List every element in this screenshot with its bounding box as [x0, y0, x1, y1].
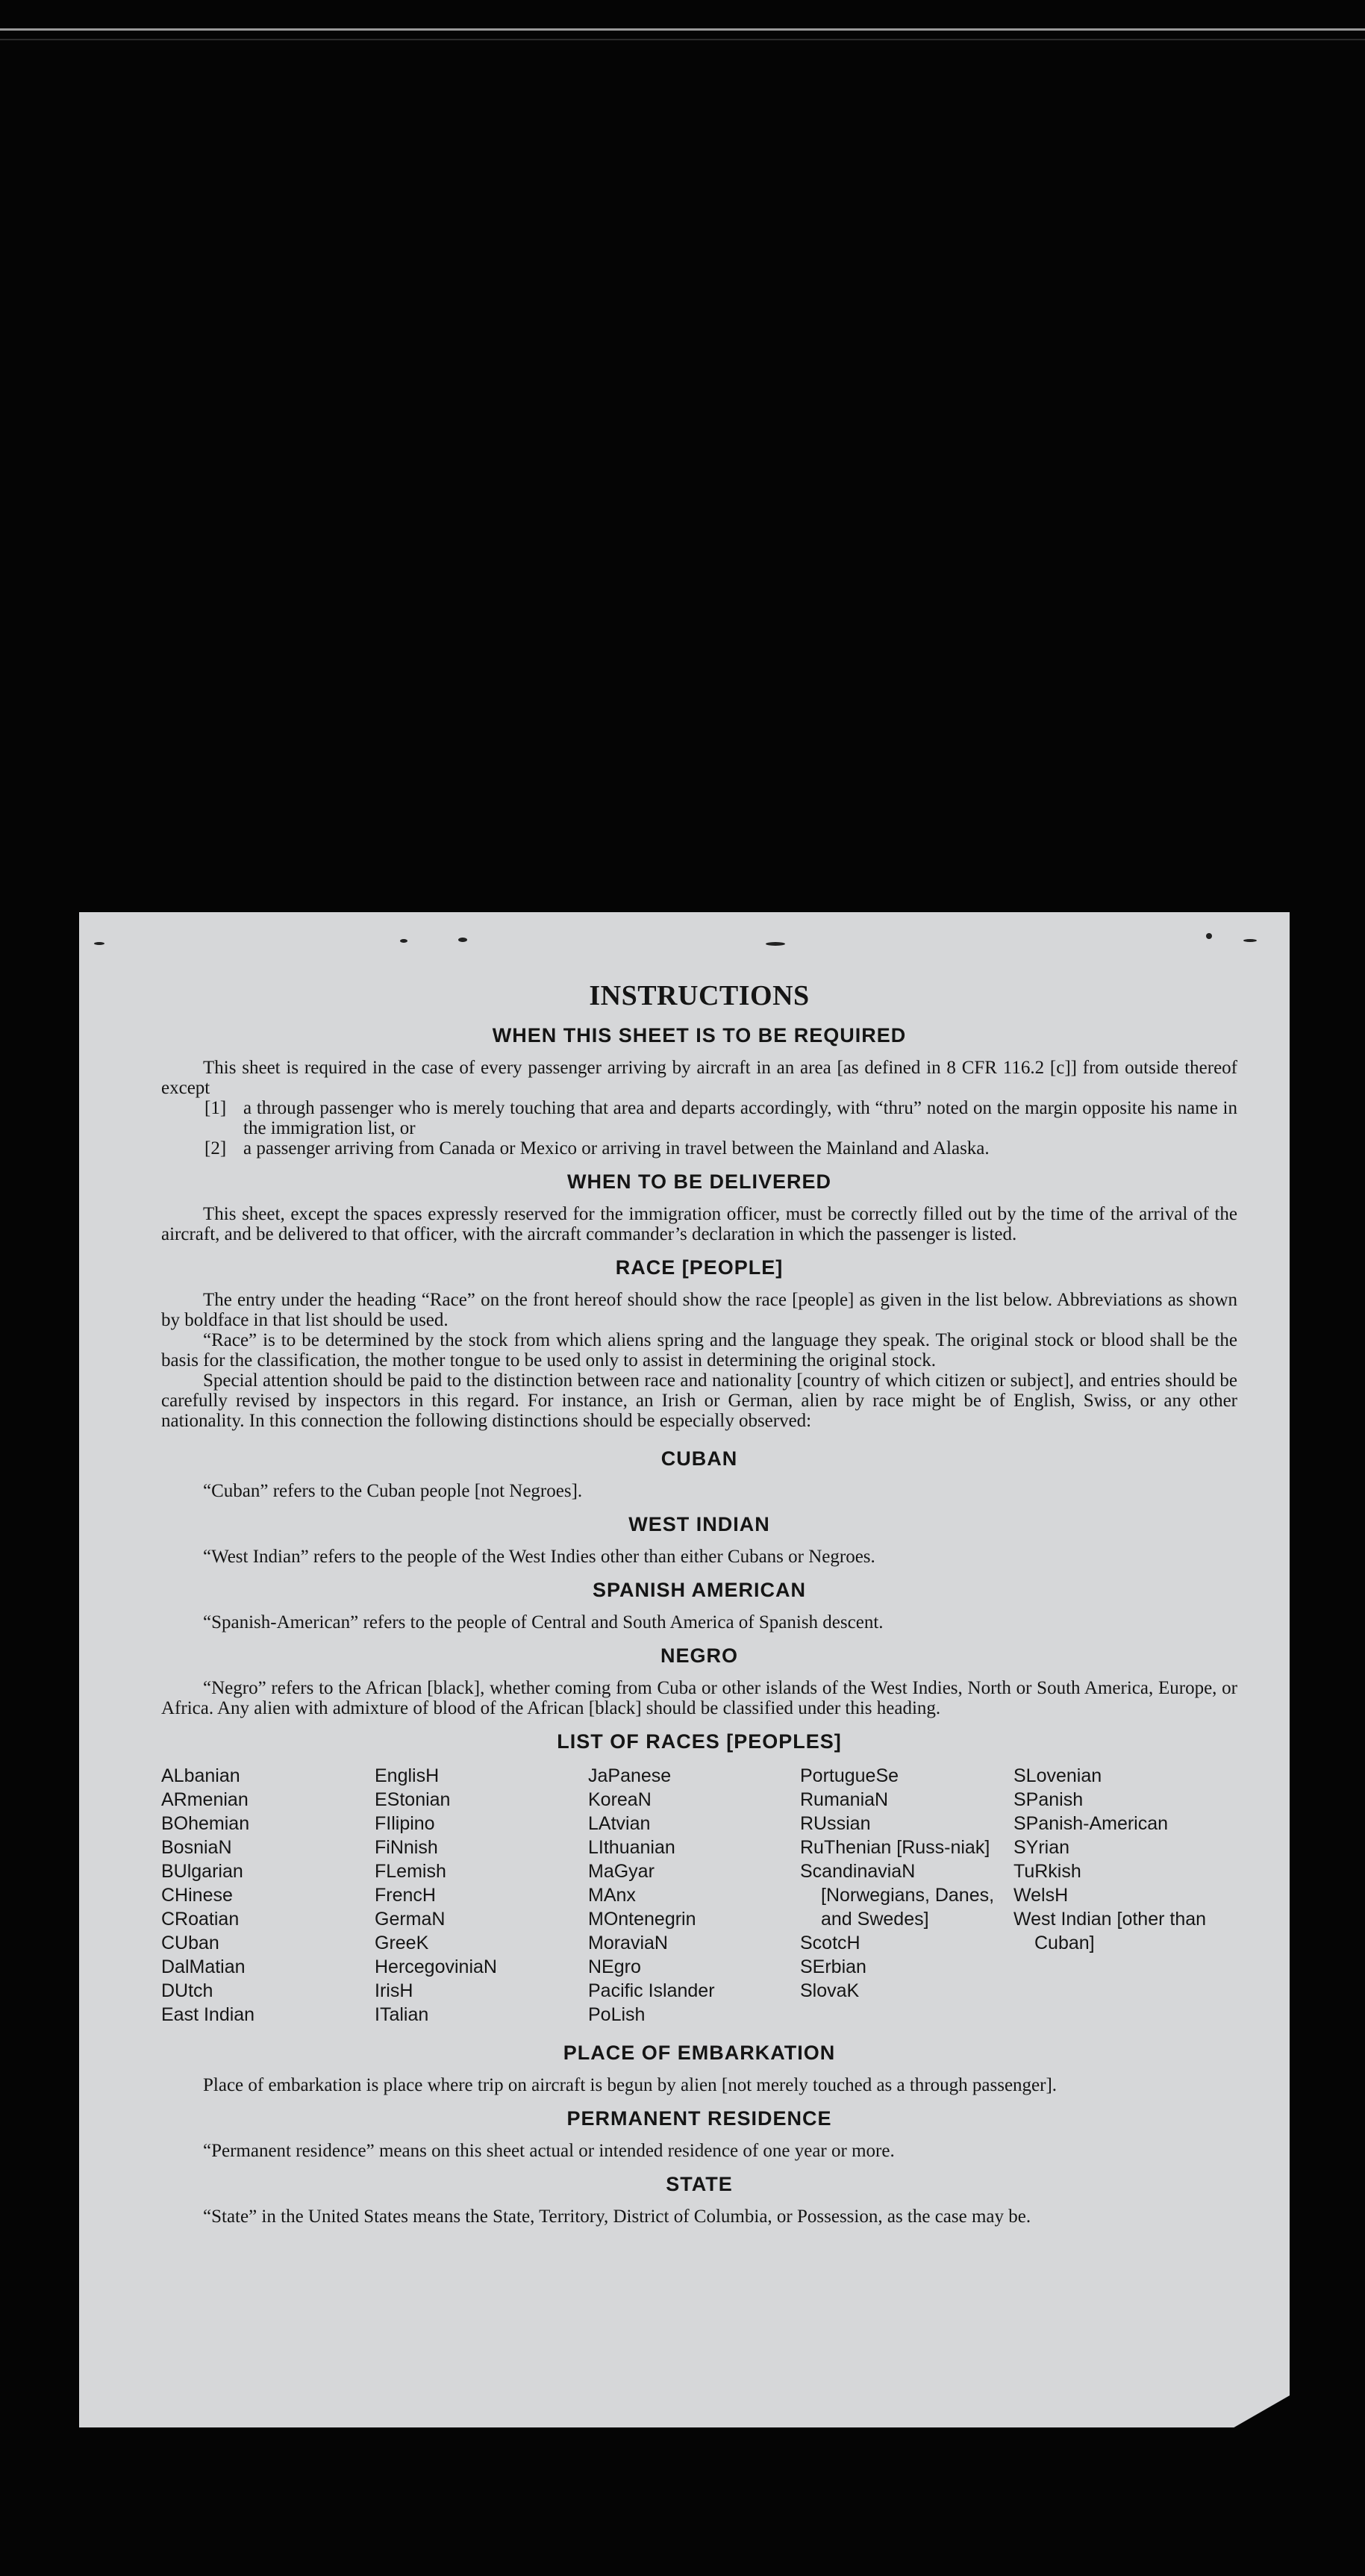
race-item: CRoatian: [161, 1909, 240, 1930]
heading-place-of-embarkation: PLACE OF EMBARKATION: [563, 2042, 836, 2064]
race-item: MoraviaN: [588, 1933, 668, 1953]
race-column: [1013, 1764, 1237, 2027]
race-item: FiNnish: [375, 1837, 438, 1858]
race-item: TuRkish: [1013, 1861, 1081, 1882]
top-scan-rule-shadow: [0, 39, 1365, 40]
race-item: FIlipino: [375, 1813, 435, 1834]
paragraph-spanish-american: “Spanish-American” refers to the people of Central and South America of Spanish descent.: [203, 1612, 884, 1632]
race-item: BOhemian: [161, 1813, 250, 1834]
race-item: PoLish: [588, 2004, 646, 2025]
race-column: [375, 1764, 588, 2027]
scan-speck: [458, 938, 467, 942]
race-item: JaPanese: [588, 1765, 672, 1786]
race-item: MaGyar: [588, 1861, 655, 1882]
heading-negro: NEGRO: [660, 1644, 738, 1667]
race-item: SErbian: [800, 1956, 866, 1977]
item-number: [2]: [204, 1138, 227, 1158]
race-item: HercegoviniaN: [375, 1956, 497, 1977]
race-item: LAtvian: [588, 1813, 651, 1834]
race-item: DalMatian: [161, 1956, 246, 1977]
race-item: SLovenian: [1013, 1765, 1102, 1786]
race-item: SPanish-American: [1013, 1813, 1169, 1834]
paragraph-race-1: The entry under the heading “Race” on the front hereof should show the race [people] as given in the list below. Abbreviations as shown by boldface in that list should be used.: [161, 1290, 1237, 1330]
paragraph-when-required: This sheet is required in the case of every passenger arriving by aircraft in an area [as defined in 8 CFR 116.2 [c]] from outside thereof except: [161, 1058, 1237, 1098]
race-item: West Indian [other than Cuban]: [1013, 1909, 1207, 1953]
paragraph-embarkation: Place of embarkation is place where trip on aircraft is begun by alien [not merely touched as a through passenger].: [203, 2075, 1058, 2095]
item-text: a passenger arriving from Canada or Mexico or arriving in travel between the Mainland and Alaska.: [243, 1138, 990, 1158]
race-item: CHinese: [161, 1885, 233, 1906]
heading-list-of-races: LIST OF RACES [PEOPLES]: [557, 1730, 842, 1753]
race-item: NEgro: [588, 1956, 641, 1977]
race-item: SPanish: [1013, 1789, 1084, 1810]
heading-west-indian: WEST INDIAN: [628, 1513, 770, 1535]
heading-race: RACE [PEOPLE]: [615, 1256, 784, 1279]
race-item: EStonian: [375, 1789, 451, 1810]
race-item: KoreaN: [588, 1789, 652, 1810]
race-list: [161, 1764, 1237, 2027]
race-item: GreeK: [375, 1933, 429, 1953]
race-column: [800, 1764, 1013, 2027]
instruction-sheet: [79, 912, 1290, 2427]
race-item: FLemish: [375, 1861, 446, 1882]
race-item: RUssian: [800, 1813, 871, 1834]
heading-permanent-residence: PERMANENT RESIDENCE: [566, 2107, 832, 2130]
race-item: GermaN: [375, 1909, 446, 1930]
top-scan-rule: [0, 28, 1365, 31]
race-item: SYrian: [1013, 1837, 1070, 1858]
sheet-torn-corner: [1231, 2395, 1291, 2429]
race-item: DUtch: [161, 1980, 213, 2001]
scan-speck: [400, 939, 407, 943]
paragraph-when-delivered: This sheet, except the spaces expressly reserved for the immigration officer, must be correctly filled out by the time of the arrival of the aircraft, and be delivered to that officer, with the aircraft commander’s declaration in which the passenger is listed.: [161, 1204, 1237, 1244]
heading-when-required: WHEN THIS SHEET IS TO BE REQUIRED: [492, 1024, 907, 1047]
race-item: ITalian: [375, 2004, 429, 2025]
race-item: BUlgarian: [161, 1861, 243, 1882]
paragraph-cuban: “Cuban” refers to the Cuban people [not Negroes].: [203, 1481, 583, 1501]
race-item: EnglisH: [375, 1765, 440, 1786]
paragraph-negro: “Negro” refers to the African [black], whether coming from Cuba or other islands of the West Indies, North or South America, Europe, or Africa. Any alien with admixture of blood of the African [black] should be classified under this heading.: [161, 1678, 1237, 1718]
race-item: LIthuanian: [588, 1837, 675, 1858]
race-item: CUban: [161, 1933, 219, 1953]
list-item: [204, 1098, 1237, 1138]
race-item: WelsH: [1013, 1885, 1069, 1906]
paragraph-state: “State” in the United States means the State, Territory, District of Columbia, or Possession, as the case may be.: [203, 2207, 1031, 2227]
race-item: IrisH: [375, 1980, 413, 2001]
race-item: BosniaN: [161, 1837, 232, 1858]
page-title: INSTRUCTIONS: [589, 980, 810, 1011]
race-item: RumaniaN: [800, 1789, 889, 1810]
scan-speck: [766, 942, 785, 946]
race-item: ScotcH: [800, 1933, 860, 1953]
race-item: MAnx: [588, 1885, 636, 1906]
race-item: ARmenian: [161, 1789, 249, 1810]
race-item: Pacific Islander: [588, 1980, 715, 2001]
heading-when-delivered: WHEN TO BE DELIVERED: [566, 1170, 832, 1193]
race-column: [588, 1764, 800, 2027]
heading-state: STATE: [666, 2173, 733, 2195]
race-item: ALbanian: [161, 1765, 240, 1786]
paragraph-race-2: “Race” is to be determined by the stock from which aliens spring and the language they speak. The original stock or blood shall be the basis for the classification, the mother tongue to be used only to assist in determining the original stock.: [161, 1330, 1237, 1370]
race-item: PortugueSe: [800, 1765, 899, 1786]
paragraph-west-indian: “West Indian” refers to the people of the West Indies other than either Cubans or Negroes.: [203, 1547, 875, 1567]
race-item: SlovaK: [800, 1980, 860, 2001]
item-number: [1]: [204, 1098, 227, 1118]
race-item: MOntenegrin: [588, 1909, 696, 1930]
race-item: ScandinaviaN [Norwegians, Danes, and Swedes]: [800, 1861, 995, 1930]
scan-speck: [1206, 933, 1212, 939]
list-item: [204, 1138, 1237, 1158]
race-item: RuThenian [Russ-niak]: [800, 1837, 990, 1858]
heading-cuban: CUBAN: [660, 1447, 738, 1470]
scan-speck: [1243, 939, 1257, 942]
race-item: East Indian: [161, 2004, 255, 2025]
heading-spanish-american: SPANISH AMERICAN: [592, 1579, 806, 1601]
paragraph-race-3: Special attention should be paid to the distinction between race and nationality [country of which citizen or subject], and entries should be carefully revised by inspectors in this regard. For instance, an Irish or German, alien by race might be of English, Swiss, or any other nationality. In this connection the following distinctions should be especially observed:: [161, 1370, 1237, 1431]
race-column: [161, 1764, 375, 2027]
paragraph-residence: “Permanent residence” means on this sheet actual or intended residence of one year or more.: [203, 2141, 895, 2161]
scan-speck: [94, 942, 104, 945]
item-text: a through passenger who is merely touching that area and departs accordingly, with “thru” noted on the margin opposite his name in the immigration list, or: [243, 1098, 1237, 1138]
race-item: FrencH: [375, 1885, 436, 1906]
